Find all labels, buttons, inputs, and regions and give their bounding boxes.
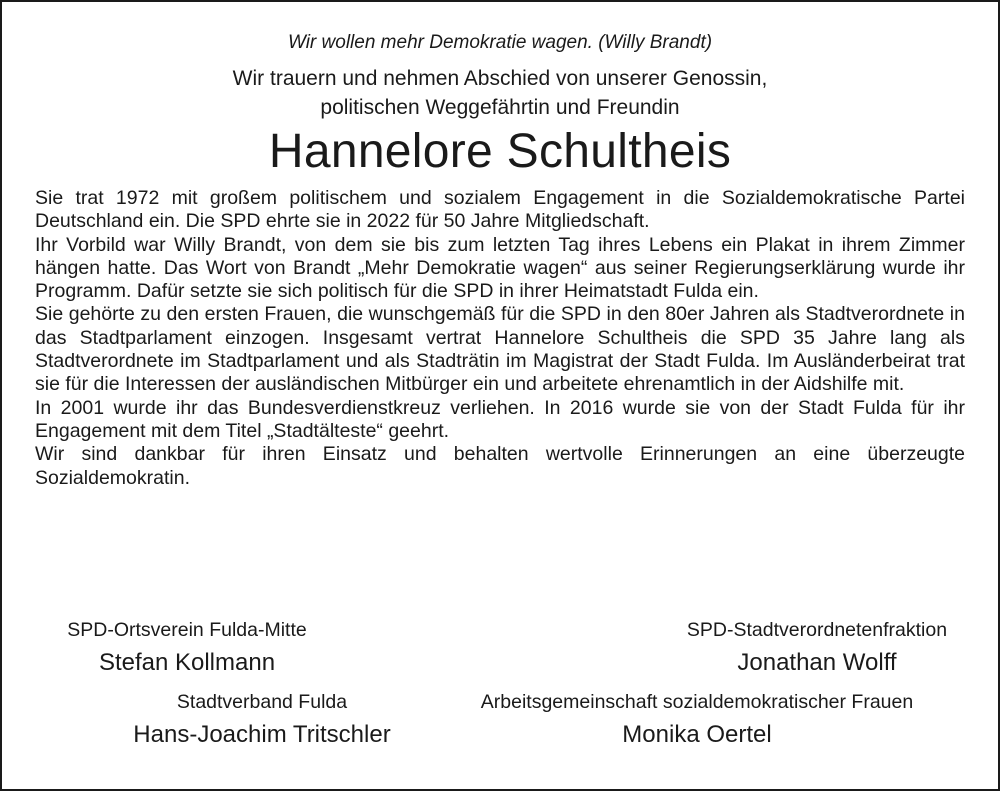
signature-block bbox=[112, 690, 412, 750]
signature-org: SPD-Stadtverordnetenfraktion bbox=[686, 619, 948, 641]
signature-person: Jonathan Wolff bbox=[737, 649, 897, 676]
paragraph: Ihr Vorbild war Willy Brandt, von dem sie bis zum letzten Tag ihres Lebens ein Plakat in ihrem Zimmer hängen hatte. Das Wort von Brandt „Mehr Demokratie wagen“ aus seiner Regierungserklärung wurde ihr Programm. Dafür setzte sie sich politisch für die SPD in ihrer Heimatstadt Fulda ein. bbox=[35, 233, 965, 303]
paragraph: Wir sind dankbar für ihren Einsatz und behalten wertvolle Erinnerungen an eine überzeugte Sozialdemokratin. bbox=[35, 443, 965, 489]
signature-org: Arbeitsgemeinschaft sozialdemokratischer Frauen bbox=[480, 691, 914, 713]
quote: Wir wollen mehr Demokratie wagen. (Willy Brandt) bbox=[287, 32, 713, 53]
signature-person: Stefan Kollmann bbox=[98, 649, 276, 676]
intro-line-2: politischen Weggefährtin und Freundin bbox=[320, 96, 680, 119]
deceased-name: Hannelore Schultheis bbox=[268, 125, 732, 178]
signature-person: Monika Oertel bbox=[622, 721, 772, 748]
obituary-body bbox=[35, 187, 965, 490]
signature-org: Stadtverband Fulda bbox=[176, 691, 348, 713]
signature-block bbox=[442, 690, 952, 750]
signature-block bbox=[662, 618, 972, 678]
signature-block bbox=[32, 618, 342, 678]
paragraph: In 2001 wurde ihr das Bundesverdienstkreuz verliehen. In 2016 wurde sie von der Stadt Fulda für ihr Engagement mit dem Titel „Stadtälteste“ geehrt. bbox=[35, 396, 965, 442]
intro-line-1: Wir trauern und nehmen Abschied von unserer Genossin, bbox=[232, 67, 768, 90]
paragraph: Sie gehörte zu den ersten Frauen, die wunschgemäß für die SPD in den 80er Jahren als Stadtverordnete in das Stadtparlament einzogen. Insgesamt vertrat Hannelore Schultheis die SPD 35 Jahre lang als Stadtverordnete im Stadtparlament und als Stadträtin im Magistrat der Stadt Fulda. Im Ausländerbeirat trat sie für die Interessen der ausländischen Mitbürger ein und arbeitete ehrenamtlich in der Aidshilfe mit. bbox=[35, 303, 965, 396]
signature-org: SPD-Ortsverein Fulda-Mitte bbox=[67, 619, 307, 641]
signature-person: Hans-Joachim Tritschler bbox=[133, 721, 391, 748]
intro-text bbox=[2, 64, 998, 122]
paragraph: Sie trat 1972 mit großem politischem und sozialem Engagement in die Sozialdemokratische Partei Deutschland ein. Die SPD ehrte sie in 2022 für 50 Jahre Mitgliedschaft. bbox=[35, 187, 965, 233]
